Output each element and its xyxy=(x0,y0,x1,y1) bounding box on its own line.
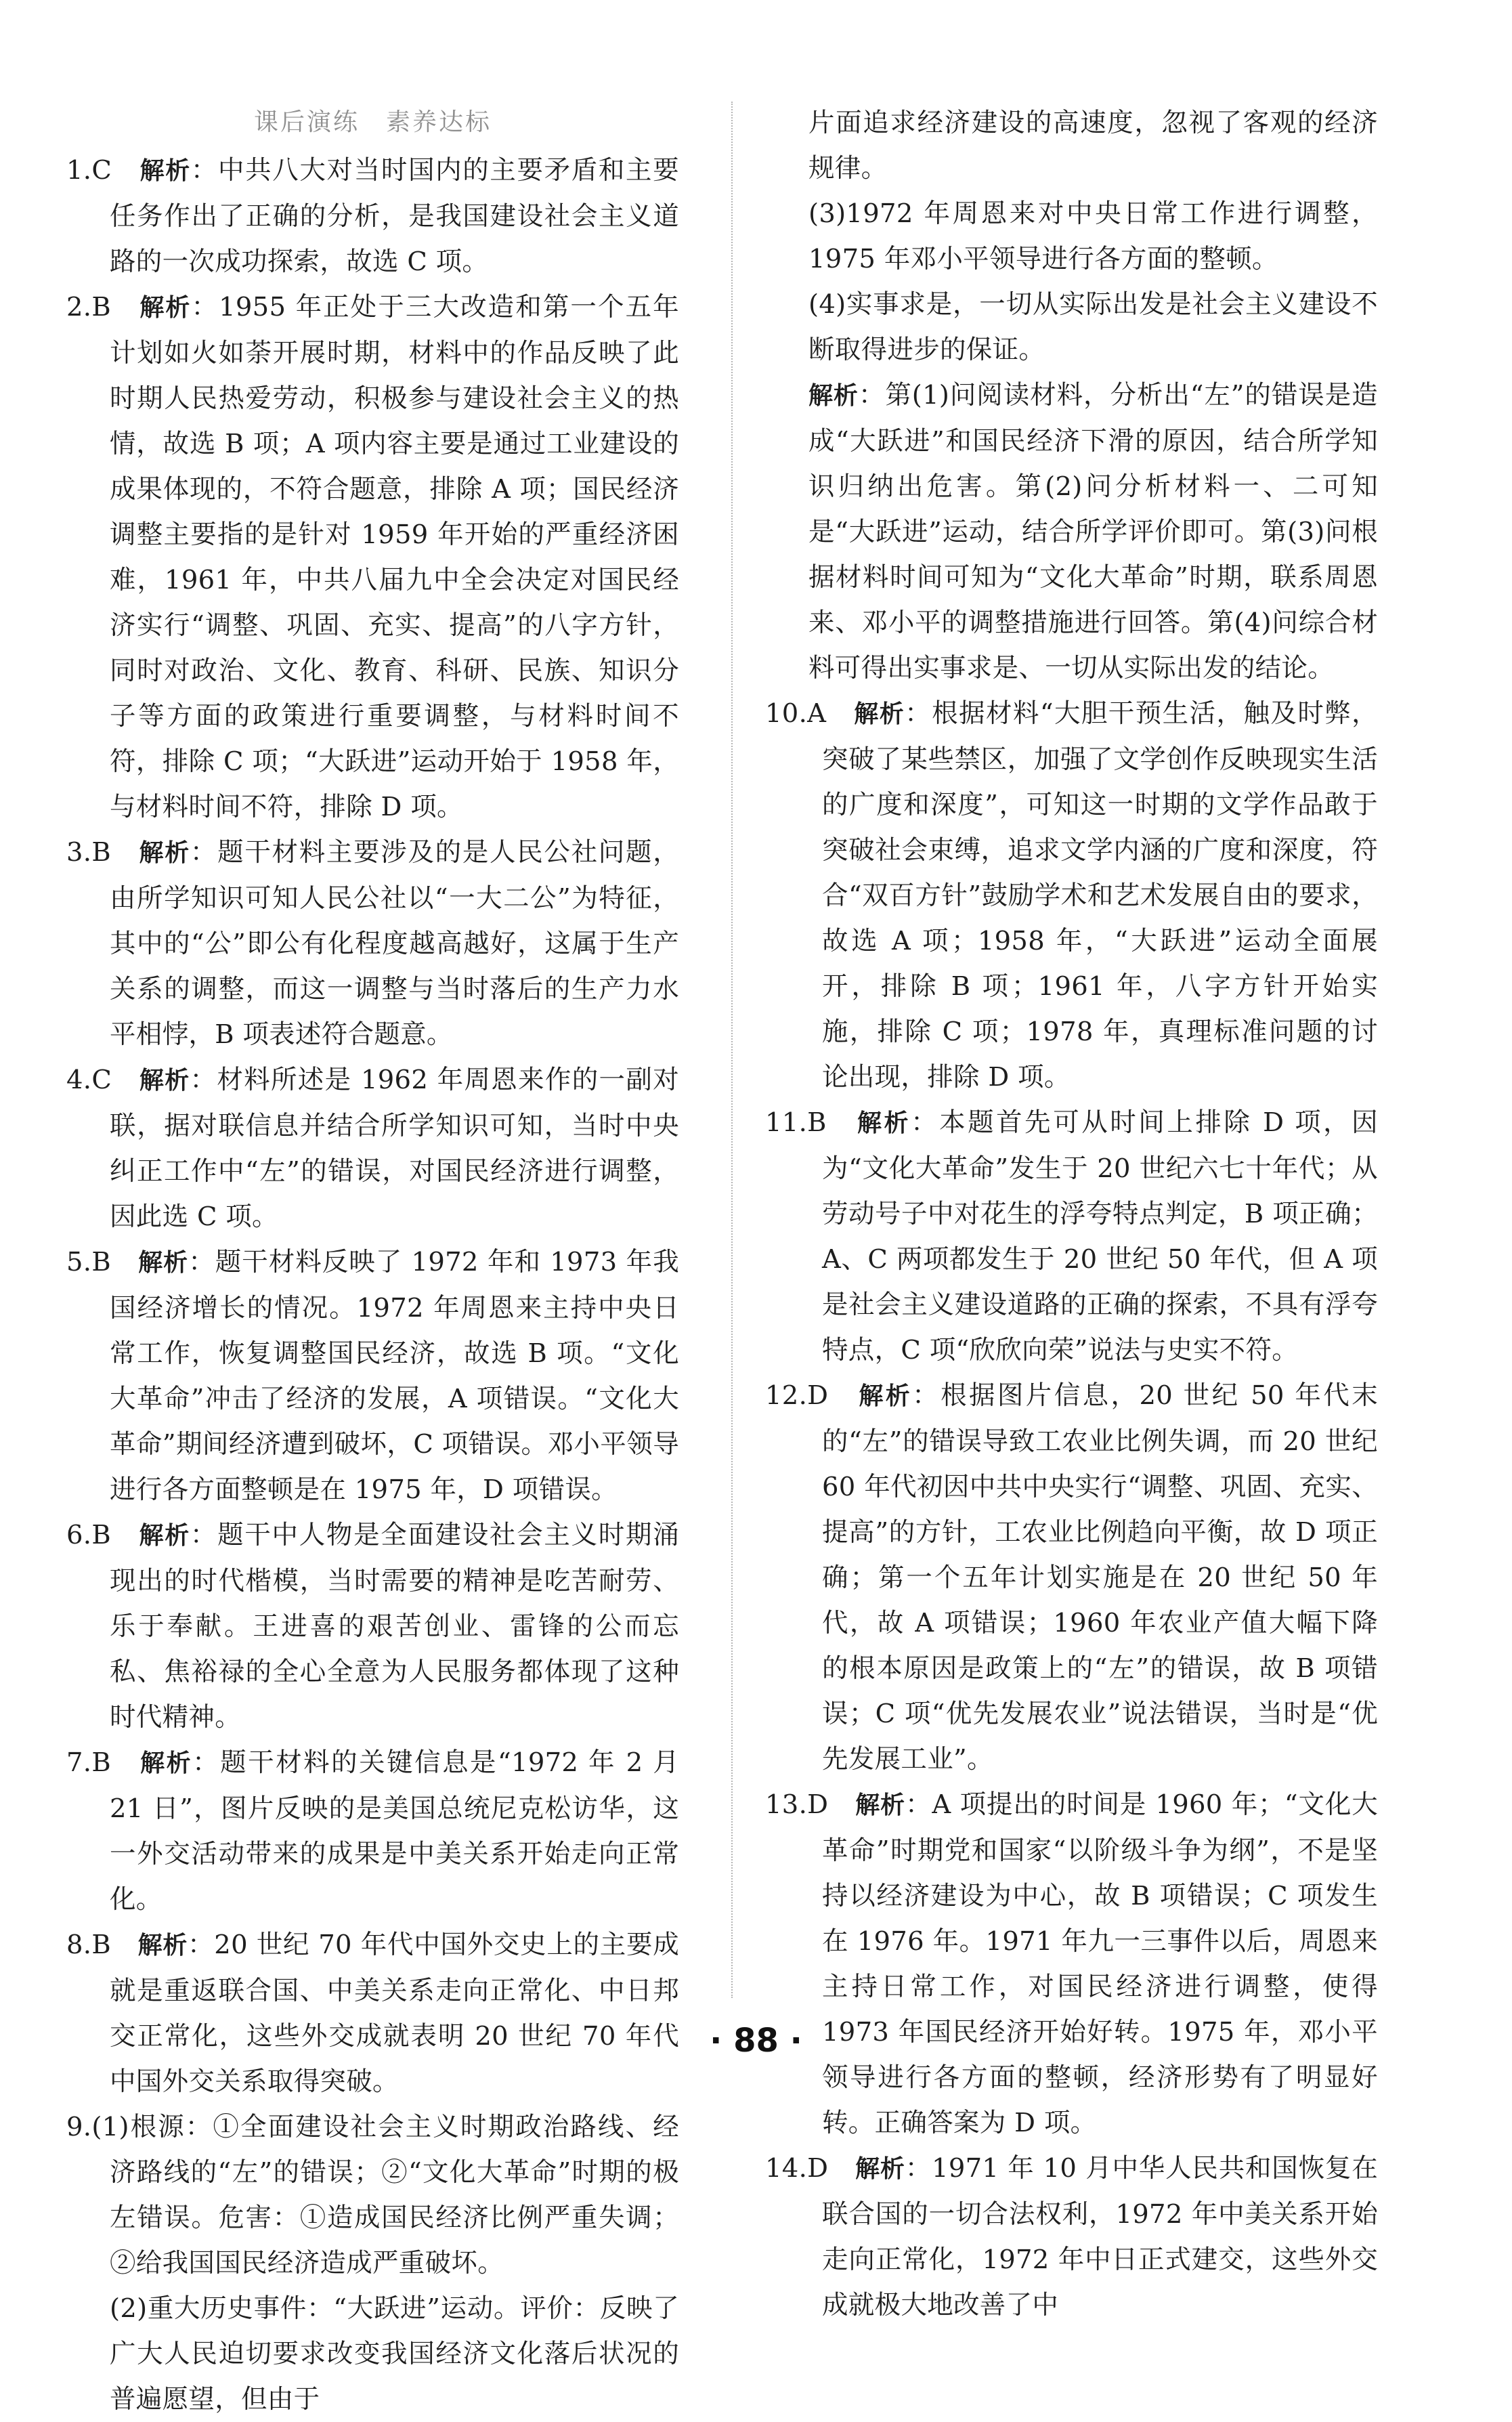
section-title: 课后演练 素养达标 xyxy=(253,108,492,136)
page-number: · 88 · xyxy=(710,2022,802,2060)
answer-number: 2.B xyxy=(66,292,111,322)
answer-number: 11.B xyxy=(765,1107,827,1138)
answer-item-7: 7.B 解析：题干材料的关键信息是“1972 年 2 月 21 日”，图片反映的是美国总统尼克松访华，这一外交活动带来的成果是中美关系开始走向正常化。 xyxy=(66,1747,679,1915)
answer-number: 10.A xyxy=(765,698,827,729)
column-divider xyxy=(731,102,733,1998)
answer-item-9-part4: (4)实事求是，一切从实际出发是社会主义建设不断取得进步的保证。 xyxy=(808,289,1378,365)
analysis-label: 解析 xyxy=(855,2155,905,2183)
analysis-text: 题干材料的关键信息是“1972 年 2 月 21 日”，图片反映的是美国总统尼克松访华，这一外交活动带来的成果是中美关系开始走向正常化。 xyxy=(110,1747,679,1915)
answer-item-4: 4.C 解析：材料所述是 1962 年周恩来作的一副对联，据对联信息并结合所学知识可知，当时中央纠正工作中“左”的错误，对国民经济进行调整，因此选 C 项。 xyxy=(66,1065,679,1232)
analysis-text: 1971 年 10 月中华人民共和国恢复在联合国的一切合法权利，1972 年中美关系开始走向正常化，1972 年中日正式建交，这些外交成就极大地改善了中 xyxy=(822,2153,1379,2320)
answer-item-8: 8.B 解析：20 世纪 70 年代中国外交史上的主要成就是重返联合国、中美关系走向正常化、中日邦交正常化，这些外交成就表明 20 世纪 70 年代中国外交关系取得突破。 xyxy=(66,1930,680,2097)
analysis-text: 题干材料反映了 1972 年和 1973 年我国经济增长的情况。1972 年周恩来主持中央日常工作，恢复调整国民经济，故选 B 项。“文化大革命”冲击了经济的发展，A 项错误。“文化大革命”期间经济遭到破坏，C 项错误。邓小平领导进行各方面整顿是在 1975 年，D 项错误。 xyxy=(110,1247,679,1505)
analysis-label: 解析 xyxy=(139,839,190,867)
answer-number: 7.B xyxy=(66,1747,111,1778)
answer-item-3: 3.B 解析：题干材料主要涉及的是人民公社问题，由所学知识可知人民公社以“一大二公”为特征，其中的“公”即公有化程度越高越好，这属于生产关系的调整，而这一调整与当时落后的生产力水平相悖，B 项表述符合题意。 xyxy=(66,837,679,1050)
analysis-label: 解析 xyxy=(138,1249,189,1277)
answer-item-9-part2-continued: 片面追求经济建设的高速度，忽视了客观的经济规律。 xyxy=(808,108,1378,184)
answer-item-9-part3: (3)1972 年周恩来对中央日常工作进行调整，1975 年邓小平领导进行各方面的整顿。 xyxy=(808,198,1378,274)
answer-item-14: 14.D 解析：1971 年 10 月中华人民共和国恢复在联合国的一切合法权利，1972 年中美关系开始走向正常化，1972 年中日正式建交，这些外交成就极大地改善了中 xyxy=(765,2153,1379,2320)
answer-item-6: 6.B 解析：题干中人物是全面建设社会主义时期涌现出的时代楷模，当时需要的精神是吃苦耐劳、乐于奉献。王进喜的艰苦创业、雷锋的公而忘私、焦裕禄的全心全意为人民服务都体现了这种时代精神。 xyxy=(66,1520,679,1733)
analysis-label: 解析 xyxy=(139,1067,190,1095)
analysis-label: 解析 xyxy=(859,1382,913,1410)
answer-item-12: 12.D 解析：根据图片信息，20 世纪 50 年代末的“左”的错误导致工农业比例失调，而 20 世纪 60 年代初因中共中央实行“调整、巩固、充实、提高”的方针，工农业比例趋向平衡，故 D 项正确；第一个五年计划实施是在 20 世纪 50 年代，故 A 项错误；1960 年农业产值大幅下降的根本原因是政策上的“左”的错误，故 B 项错误；C 项“优先发展农业”说法错误，当时是“优先发展工业”。 xyxy=(765,1380,1378,1775)
analysis-text: 题干材料主要涉及的是人民公社问题，由所学知识可知人民公社以“一大二公”为特征，其中的“公”即公有化程度越高越好，这属于生产关系的调整，而这一调整与当时落后的生产力水平相悖，B 项表述符合题意。 xyxy=(110,837,679,1050)
right-column xyxy=(765,100,1378,2328)
analysis-text: 本题首先可从时间上排除 D 项，因为“文化大革命”发生于 20 世纪六七十年代；从劳动号子中对花生的浮夸特点判定，B 项正确；A、C 两项都发生于 20 世纪 50 年代，但 A 项是社会主义建设道路的正确的探索，不具有浮夸特点，C 项“欣欣向荣”说法与史实不符。 xyxy=(822,1107,1378,1365)
answer-item-9-part2: (2)重大历史事件：“大跃进”运动。评价：反映了广大人民迫切要求改变我国经济文化落后状况的普遍愿望，但由于 xyxy=(110,2293,679,2415)
answer-item-9-analysis: 解析：第(1)问阅读材料，分析出“左”的错误是造成“大跃进”和国民经济下滑的原因，结合所学知识归纳出危害。第(2)问分析材料一、二可知是“大跃进”运动，结合所学评价即可。第(3)问根据材料时间可知为“文化大革命”时期，联系周恩来、邓小平的调整措施进行回答。第(4)问综合材料可得出实事求是、一切从实际出发的结论。 xyxy=(808,380,1378,683)
analysis-text: 根据图片信息，20 世纪 50 年代末的“左”的错误导致工农业比例失调，而 20 世纪 60 年代初因中共中央实行“调整、巩固、充实、提高”的方针，工农业比例趋向平衡，故 D 项正确；第一个五年计划实施是在 20 世纪 50 年代，故 A 项错误；1960 年农业产值大幅下降的根本原因是政策上的“左”的错误，故 B 项错误；C 项“优先发展农业”说法错误，当时是“优先发展工业”。 xyxy=(822,1380,1378,1775)
answer-number: 5.B xyxy=(66,1247,111,1277)
answer-number: 4.C xyxy=(66,1065,112,1095)
answer-item-2: 2.B 解析：1955 年正处于三大改造和第一个五年计划如火如荼开展时期，材料中的作品反映了此时期人民热爱劳动，积极参与建设社会主义的热情，故选 B 项；A 项内容主要是通过工业建设的成果体现的，不符合题意，排除 A 项；国民经济调整主要指的是针对 1959 年开始的严重经济困难，1961 年，中共八届九中全会决定对国民经济实行“调整、巩固、充实、提高”的八字方针，同时对政治、文化、教育、科研、民族、知识分子等方面的政策进行重要调整，与材料时间不符，排除 C 项；“大跃进”运动开始于 1958 年，与材料时间不符，排除 D 项。 xyxy=(66,292,679,822)
analysis-label: 解析 xyxy=(855,1791,906,1819)
analysis-text: A 项提出的时间是 1960 年；“文化大革命”时期党和国家“以阶级斗争为纲”，不是坚持以经济建设为中心，故 B 项错误；C 项发生在 1976 年。1971 年九一三事件以后，周恩来主持日常工作，对国民经济进行调整，使得 1973 年国民经济开始好转。1975 年，邓小平领导进行各方面的整顿，经济形势有了明显好转。正确答案为 D 项。 xyxy=(822,1789,1378,2138)
answer-item-11: 11.B 解析：本题首先可从时间上排除 D 项，因为“文化大革命”发生于 20 世纪六七十年代；从劳动号子中对花生的浮夸特点判定，B 项正确；A、C 两项都发生于 20 世纪 50 年代，但 A 项是社会主义建设道路的正确的探索，不具有浮夸特点，C 项“欣欣向荣”说法与史实不符。 xyxy=(765,1107,1378,1365)
answer-item-9-part1: 9.(1)根源：①全面建设社会主义时期政治路线、经济路线的“左”的错误；②“文化大革命”时期的极左错误。危害：①造成国民经济比例严重失调；②给我国国民经济造成严重破坏。 xyxy=(66,2112,679,2278)
answer-number: 14.D xyxy=(765,2153,829,2184)
answer-item-1: 1.C 解析：中共八大对当时国内的主要矛盾和主要任务作出了正确的分析，是我国建设社会主义道路的一次成功探索，故选 C 项。 xyxy=(66,155,679,277)
answer-item-10: 10.A 解析：根据材料“大胆干预生活，触及时弊，突破了某些禁区，加强了文学创作反映现实生活的广度和深度”，可知这一时期的文学作品敢于突破社会束缚，追求文学内涵的广度和深度，符合“双百方针”鼓励学术和艺术发展自由的要求，故选 A 项；1958 年，“大跃进”运动全面展开，排除 B 项；1961 年，八字方针开始实施，排除 C 项；1978 年，真理标准问题的讨论出现，排除 D 项。 xyxy=(765,698,1378,1092)
analysis-label: 解析 xyxy=(139,294,192,322)
analysis-label: 解析 xyxy=(139,1522,190,1550)
analysis-label: 解析 xyxy=(808,382,859,410)
analysis-label: 解析 xyxy=(857,1109,911,1137)
answer-item-5: 5.B 解析：题干材料反映了 1972 年和 1973 年我国经济增长的情况。1972 年周恩来主持中央日常工作，恢复调整国民经济，故选 B 项。“文化大革命”冲击了经济的发展，A 项错误。“文化大革命”期间经济遭到破坏，C 项错误。邓小平领导进行各方面整顿是在 1975 年，D 项错误。 xyxy=(66,1247,679,1505)
analysis-text: 1955 年正处于三大改造和第一个五年计划如火如荼开展时期，材料中的作品反映了此时期人民热爱劳动，积极参与建设社会主义的热情，故选 B 项；A 项内容主要是通过工业建设的成果体现的，不符合题意，排除 A 项；国民经济调整主要指的是针对 1959 年开始的严重经济困难，1961 年，中共八届九中全会决定对国民经济实行“调整、巩固、充实、提高”的八字方针，同时对政治、文化、教育、科研、民族、知识分子等方面的政策进行重要调整，与材料时间不符，排除 C 项；“大跃进”运动开始于 1958 年，与材料时间不符，排除 D 项。 xyxy=(110,292,679,822)
answer-number: 3.B xyxy=(66,837,111,868)
analysis-text: 20 世纪 70 年代中国外交史上的主要成就是重返联合国、中美关系走向正常化、中日邦交正常化，这些外交成就表明 20 世纪 70 年代中国外交关系取得突破。 xyxy=(110,1930,680,2097)
analysis-text: 第(1)问阅读材料，分析出“左”的错误是造成“大跃进”和国民经济下滑的原因，结合所学知识归纳出危害。第(2)问分析材料一、二可知是“大跃进”运动，结合所学评价即可。第(3)问根据材料时间可知为“文化大革命”时期，联系周恩来、邓小平的调整措施进行回答。第(4)问综合材料可得出实事求是、一切从实际出发的结论。 xyxy=(808,380,1378,683)
answer-number: 6.B xyxy=(66,1520,111,1550)
left-column xyxy=(66,100,679,2422)
answer-number: 13.D xyxy=(765,1789,829,1820)
analysis-text: 题干中人物是全面建设社会主义时期涌现出的时代楷模，当时需要的精神是吃苦耐劳、乐于奉献。王进喜的艰苦创业、雷锋的公而忘私、焦裕禄的全心全意为人民服务都体现了这种时代精神。 xyxy=(110,1520,679,1733)
analysis-label: 解析 xyxy=(854,700,905,728)
analysis-text: 根据材料“大胆干预生活，触及时弊，突破了某些禁区，加强了文学创作反映现实生活的广度和深度”，可知这一时期的文学作品敢于突破社会束缚，追求文学内涵的广度和深度，符合“双百方针”鼓励学术和艺术发展自由的要求，故选 A 项；1958 年，“大跃进”运动全面展开，排除 B 项；1961 年，八字方针开始实施，排除 C 项；1978 年，真理标准问题的讨论出现，排除 D 项。 xyxy=(822,698,1378,1092)
analysis-label: 解析 xyxy=(139,157,191,185)
answer-number: 1.C xyxy=(66,155,112,186)
answer-number: 8.B xyxy=(66,1930,111,1960)
analysis-label: 解析 xyxy=(140,1749,193,1777)
analysis-label: 解析 xyxy=(137,1932,188,1959)
answer-number: 12.D xyxy=(765,1380,829,1411)
analysis-text: 材料所述是 1962 年周恩来作的一副对联，据对联信息并结合所学知识可知，当时中央纠正工作中“左”的错误，对国民经济进行调整，因此选 C 项。 xyxy=(110,1065,679,1232)
analysis-text: 中共八大对当时国内的主要矛盾和主要任务作出了正确的分析，是我国建设社会主义道路的一次成功探索，故选 C 项。 xyxy=(110,155,679,277)
answer-item-13: 13.D 解析：A 项提出的时间是 1960 年；“文化大革命”时期党和国家“以阶级斗争为纲”，不是坚持以经济建设为中心，故 B 项错误；C 项发生在 1976 年。1971 年九一三事件以后，周恩来主持日常工作，对国民经济进行调整，使得 1973 年国民经济开始好转。1975 年，邓小平领导进行各方面的整顿，经济形势有了明显好转。正确答案为 D 项。 xyxy=(765,1789,1378,2138)
